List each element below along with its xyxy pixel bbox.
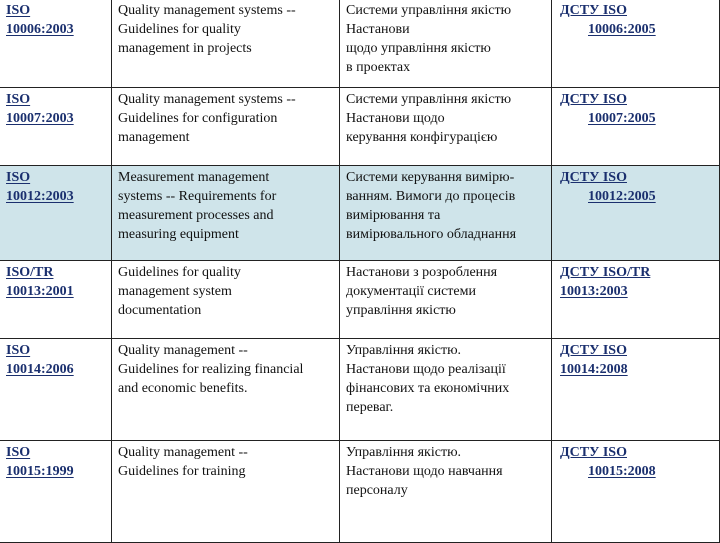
iso-code-link[interactable]: ISO 10007:2003 [0, 88, 112, 166]
iso-code-link[interactable]: ISO/TR 10013:2001 [0, 261, 112, 339]
dstu-code-link[interactable] [552, 0, 720, 88]
dstu-prefix: ДСТУ ISO [560, 343, 627, 358]
dstu-prefix: ДСТУ ISO [560, 3, 627, 18]
english-title: Quality management -- Guidelines for realizing financial and economic benefits. [112, 339, 340, 441]
dstu-code-link[interactable] [552, 339, 720, 441]
ukrainian-title: Настанови з розроблення документації системи управління якістю [340, 261, 552, 339]
ukrainian-title: Системи управління якістю Настанови щодо керування конфігурацією [340, 88, 552, 166]
dstu-number: 10014:2008 [560, 362, 628, 377]
dstu-prefix: ДСТУ ISO/TR [560, 265, 651, 280]
dstu-number: 10013:2003 [560, 284, 628, 299]
english-title: Measurement management systems -- Requirements for measurement processes and measuring equipment [112, 166, 340, 261]
english-title: Guidelines for quality management system documentation [112, 261, 340, 339]
dstu-prefix: ДСТУ ISO [560, 170, 627, 185]
iso-code-link[interactable]: ISO 10014:2006 [0, 339, 112, 441]
dstu-code-link[interactable] [552, 441, 720, 543]
dstu-code-link[interactable] [552, 88, 720, 166]
table-row [0, 0, 720, 88]
ukrainian-title: Управління якістю. Настанови щодо реалізації фінансових та економічних переваг. [340, 339, 552, 441]
iso-code-link[interactable]: ISO 10015:1999 [0, 441, 112, 543]
table-row [0, 88, 720, 166]
iso-code-link[interactable]: ISO 10012:2003 [0, 166, 112, 261]
dstu-code-link[interactable] [552, 261, 720, 339]
ukrainian-title: Управління якістю. Настанови щодо навчання персоналу [340, 441, 552, 543]
table-row [0, 441, 720, 543]
dstu-number: 10015:2008 [588, 464, 656, 479]
table-row [0, 261, 720, 339]
dstu-number: 10012:2005 [588, 189, 656, 204]
english-title: Quality management systems -- Guidelines for quality management in projects [112, 0, 340, 88]
dstu-prefix: ДСТУ ISO [560, 445, 627, 460]
ukrainian-title: Системи керування вимірю- ванням. Вимоги до процесів вимірювання та вимірювального обладнання [340, 166, 552, 261]
english-title: Quality management systems -- Guidelines for configuration management [112, 88, 340, 166]
iso-code-link[interactable]: ISO 10006:2003 [0, 0, 112, 88]
table-row [0, 166, 720, 261]
english-title: Quality management -- Guidelines for training [112, 441, 340, 543]
dstu-number: 10006:2005 [588, 22, 656, 37]
dstu-code-link[interactable] [552, 166, 720, 261]
table-row [0, 339, 720, 441]
ukrainian-title: Системи управління якістю Настанови щодо управління якістю в проектах [340, 0, 552, 88]
dstu-prefix: ДСТУ ISO [560, 92, 627, 107]
dstu-number: 10007:2005 [588, 111, 656, 126]
